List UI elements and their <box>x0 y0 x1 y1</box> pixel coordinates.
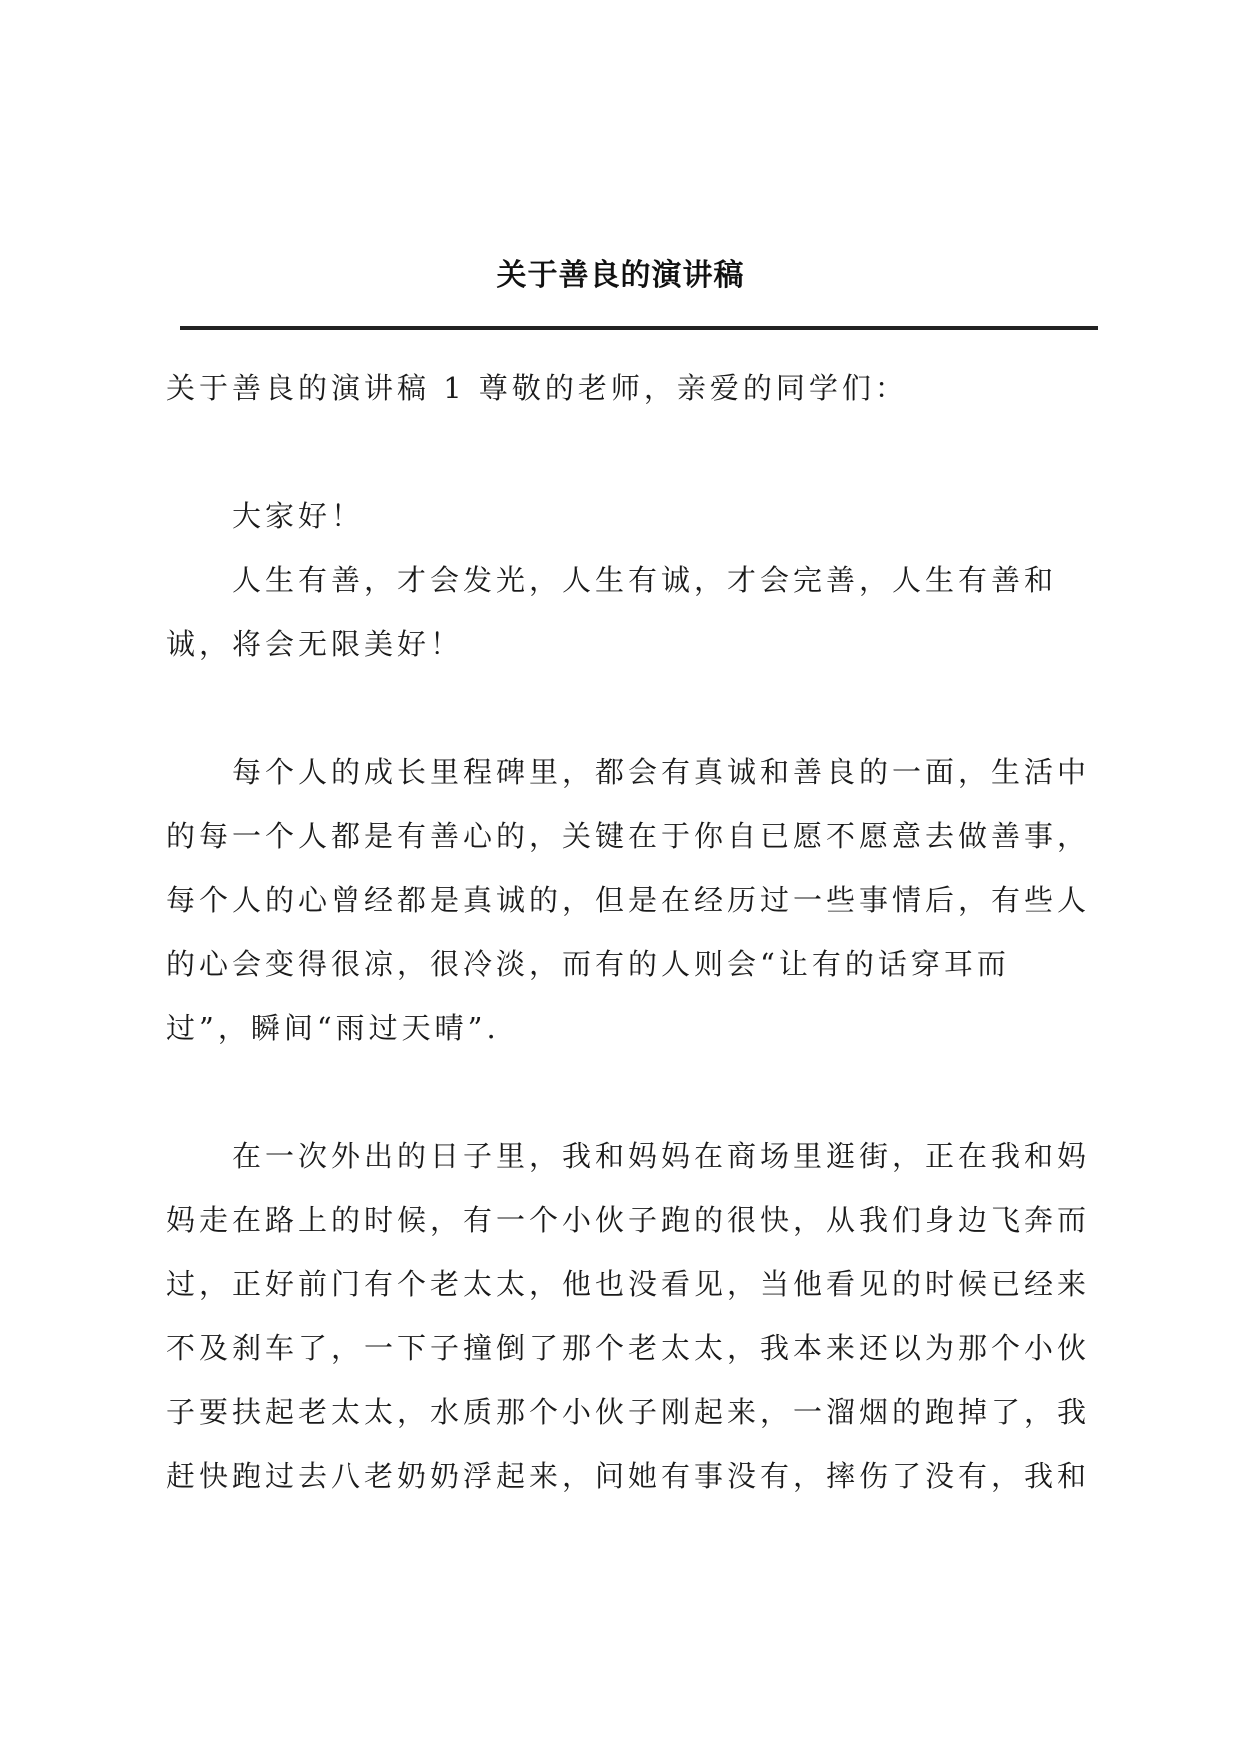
paragraph-line: 在一次外出的日子里，我和妈妈在商场里逛街，正在我和妈 <box>232 1139 1091 1173</box>
paragraph-line: 赶快跑过去八老奶奶浮起来，问她有事没有，摔伤了没有，我和 <box>166 1459 1091 1493</box>
paragraph-line: 的每一个人都是有善心的，关键在于你自已愿不愿意去做善事， <box>166 819 1091 853</box>
document-title: 关于善良的演讲稿 <box>496 258 745 293</box>
paragraph-line: 妈走在路上的时候，有一个小伙子跑的很快，从我们身边飞奔而 <box>166 1203 1091 1237</box>
paragraph-line: 过”，瞬间“雨过天晴”. <box>166 1011 500 1045</box>
paragraph-line: 不及刹车了，一下子撞倒了那个老太太，我本来还以为那个小伙 <box>166 1331 1091 1365</box>
paragraph-line: 的心会变得很凉，很冷淡，而有的人则会“让有的话穿耳而 <box>166 947 1010 981</box>
title-divider <box>180 326 1098 330</box>
paragraph-line: 每个人的成长里程碑里，都会有真诚和善良的一面，生活中 <box>232 755 1091 789</box>
paragraph-line: 诚，将会无限美好！ <box>166 627 464 661</box>
paragraph-line: 子要扶起老太太，水质那个小伙子刚起来，一溜烟的跑掉了，我 <box>166 1395 1091 1429</box>
intro-line: 关于善良的演讲稿 1 尊敬的老师，亲爱的同学们： <box>166 371 908 405</box>
paragraph-line: 每个人的心曾经都是真诚的，但是在经历过一些事情后，有些人 <box>166 883 1091 917</box>
paragraph-line: 过，正好前门有个老太太，他也没看见，当他看见的时候已经来 <box>166 1267 1091 1301</box>
greeting-line: 大家好！ <box>232 499 365 533</box>
paragraph-line: 人生有善，才会发光，人生有诚，才会完善，人生有善和 <box>232 563 1058 597</box>
